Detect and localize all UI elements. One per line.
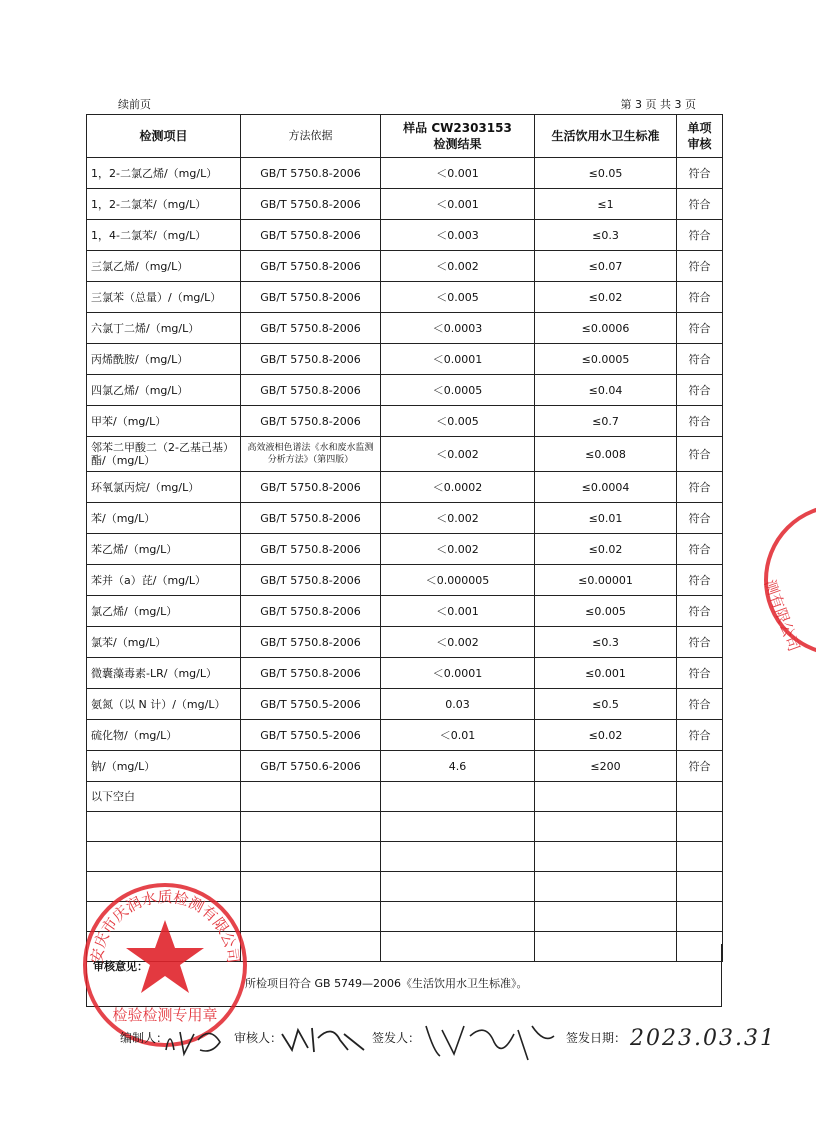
verdict: 符合 — [677, 220, 723, 251]
blank-note: 以下空白 — [87, 782, 241, 812]
test-result: 4.6 — [381, 751, 535, 782]
test-item: 1，2-二氯苯/（mg/L） — [87, 189, 241, 220]
standard-limit: ≤0.0006 — [535, 313, 677, 344]
column-header-item: 检测项目 — [87, 115, 241, 158]
test-method: GB/T 5750.8-2006 — [241, 658, 381, 689]
test-result: ＜0.0003 — [381, 313, 535, 344]
blank-cell — [241, 812, 381, 842]
test-item: 硫化物/（mg/L） — [87, 720, 241, 751]
blank-cell — [677, 842, 723, 872]
test-method: GB/T 5750.8-2006 — [241, 503, 381, 534]
table-row — [87, 220, 723, 251]
test-item: 丙烯酰胺/（mg/L） — [87, 344, 241, 375]
column-header-verdict: 单项 审核 — [677, 115, 723, 158]
test-item: 1，4-二氯苯/（mg/L） — [87, 220, 241, 251]
test-item: 三氯苯（总量）/（mg/L） — [87, 282, 241, 313]
test-method: GB/T 5750.8-2006 — [241, 565, 381, 596]
blank-cell — [381, 902, 535, 932]
page-number: 第 3 页 共 3 页 — [620, 98, 696, 111]
review-label: 审核意见： — [93, 960, 148, 973]
verdict: 符合 — [677, 658, 723, 689]
seal-company-text: 安庆市庆润水质检测有限公司 — [87, 888, 243, 965]
verdict: 符合 — [677, 313, 723, 344]
column-header-standard: 生活饮用水卫生标准 — [535, 115, 677, 158]
test-results-table — [86, 114, 723, 965]
test-result: ＜0.002 — [381, 534, 535, 565]
test-result: ＜0.01 — [381, 720, 535, 751]
verdict: 符合 — [677, 251, 723, 282]
blank-cell — [241, 902, 381, 932]
blank-cell — [381, 872, 535, 902]
table-row — [87, 751, 723, 782]
test-item: 六氯丁二烯/（mg/L） — [87, 313, 241, 344]
date-label: 签发日期： — [566, 1031, 627, 1045]
verdict: 符合 — [677, 627, 723, 658]
test-method: GB/T 5750.8-2006 — [241, 406, 381, 437]
standard-limit: ≤0.008 — [535, 437, 677, 472]
verdict: 符合 — [677, 282, 723, 313]
test-method: GB/T 5750.6-2006 — [241, 751, 381, 782]
test-item: 微囊藻毒素-LR/（mg/L） — [87, 658, 241, 689]
table-row — [87, 406, 723, 437]
table-row — [87, 251, 723, 282]
blank-cell — [241, 842, 381, 872]
test-result: ＜0.0001 — [381, 658, 535, 689]
blank-cell — [677, 872, 723, 902]
table-row — [87, 472, 723, 503]
test-item: 邻苯二甲酸二（2-乙基己基）酯/（mg/L） — [87, 437, 241, 472]
test-method: GB/T 5750.8-2006 — [241, 627, 381, 658]
blank-cell — [535, 902, 677, 932]
issuer-signature — [420, 1016, 560, 1064]
partial-seal-text: 测有限公司 — [760, 577, 804, 654]
issue-date: 2023.03.31 — [630, 1026, 776, 1051]
blank-row — [87, 842, 723, 872]
blank-cell — [535, 842, 677, 872]
verdict: 符合 — [677, 751, 723, 782]
blank-cell — [381, 782, 535, 812]
standard-limit: ≤200 — [535, 751, 677, 782]
verdict: 符合 — [677, 689, 723, 720]
test-item: 三氯乙烯/（mg/L） — [87, 251, 241, 282]
verdict: 符合 — [677, 437, 723, 472]
standard-limit: ≤1 — [535, 189, 677, 220]
blank-cell — [535, 812, 677, 842]
blank-cell — [677, 902, 723, 932]
test-result: ＜0.001 — [381, 596, 535, 627]
test-result: ＜0.000005 — [381, 565, 535, 596]
standard-limit: ≤0.01 — [535, 503, 677, 534]
blank-cell — [535, 782, 677, 812]
standard-limit: ≤0.005 — [535, 596, 677, 627]
test-method: GB/T 5750.8-2006 — [241, 344, 381, 375]
blank-cell — [241, 782, 381, 812]
review-text: 所检项目符合 GB 5749—2006《生活饮用水卫生标准》。 — [245, 977, 528, 990]
verdict: 符合 — [677, 406, 723, 437]
partial-seal — [730, 500, 816, 660]
blank-cell — [241, 872, 381, 902]
issuer-label: 签发人： — [372, 1031, 421, 1045]
blank-row — [87, 782, 723, 812]
test-method: 高效液相色谱法《水和废水监测分析方法》（第四版） — [241, 437, 381, 472]
test-item: 甲苯/（mg/L） — [87, 406, 241, 437]
test-item: 苯/（mg/L） — [87, 503, 241, 534]
test-item: 1，2-二氯乙烯/（mg/L） — [87, 158, 241, 189]
reviewer-signature — [278, 1020, 368, 1060]
verdict: 符合 — [677, 472, 723, 503]
table-row — [87, 720, 723, 751]
standard-limit: ≤0.00001 — [535, 565, 677, 596]
test-result: ＜0.0001 — [381, 344, 535, 375]
test-method: GB/T 5750.5-2006 — [241, 720, 381, 751]
test-result: ＜0.003 — [381, 220, 535, 251]
standard-limit: ≤0.04 — [535, 375, 677, 406]
compiler-signature — [160, 1020, 230, 1060]
table-row — [87, 658, 723, 689]
standard-limit: ≤0.001 — [535, 658, 677, 689]
test-item: 氯乙烯/（mg/L） — [87, 596, 241, 627]
standard-limit: ≤0.02 — [535, 534, 677, 565]
table-row — [87, 437, 723, 472]
page-header — [118, 96, 696, 114]
standard-limit: ≤0.02 — [535, 282, 677, 313]
test-result: ＜0.001 — [381, 189, 535, 220]
test-item: 氨氮（以 N 计）/（mg/L） — [87, 689, 241, 720]
table-row — [87, 565, 723, 596]
table-row — [87, 344, 723, 375]
standard-limit: ≤0.07 — [535, 251, 677, 282]
blank-cell — [677, 782, 723, 812]
test-method: GB/T 5750.8-2006 — [241, 313, 381, 344]
test-method: GB/T 5750.8-2006 — [241, 472, 381, 503]
table-row — [87, 534, 723, 565]
verdict: 符合 — [677, 189, 723, 220]
test-item: 苯并（a）芘/（mg/L） — [87, 565, 241, 596]
blank-row — [87, 812, 723, 842]
verdict: 符合 — [677, 534, 723, 565]
table-row — [87, 313, 723, 344]
standard-limit: ≤0.5 — [535, 689, 677, 720]
standard-limit: ≤0.3 — [535, 220, 677, 251]
verdict: 符合 — [677, 344, 723, 375]
test-method: GB/T 5750.8-2006 — [241, 220, 381, 251]
table-row — [87, 375, 723, 406]
column-header-result: 样品 CW2303153 检测结果 — [381, 115, 535, 158]
verdict: 符合 — [677, 596, 723, 627]
verdict: 符合 — [677, 375, 723, 406]
blank-cell — [535, 872, 677, 902]
test-method: GB/T 5750.8-2006 — [241, 375, 381, 406]
table-row — [87, 503, 723, 534]
standard-limit: ≤0.3 — [535, 627, 677, 658]
table-row — [87, 596, 723, 627]
test-result: ＜0.005 — [381, 282, 535, 313]
test-item: 苯乙烯/（mg/L） — [87, 534, 241, 565]
test-result: ＜0.005 — [381, 406, 535, 437]
test-result: ＜0.0005 — [381, 375, 535, 406]
test-result: ＜0.002 — [381, 503, 535, 534]
table-row — [87, 282, 723, 313]
test-result: ＜0.0002 — [381, 472, 535, 503]
test-result: ＜0.002 — [381, 251, 535, 282]
table-row — [87, 158, 723, 189]
test-method: GB/T 5750.8-2006 — [241, 189, 381, 220]
continued-label: 续前页 — [118, 98, 151, 111]
test-method: GB/T 5750.8-2006 — [241, 596, 381, 627]
test-method: GB/T 5750.5-2006 — [241, 689, 381, 720]
standard-limit: ≤0.02 — [535, 720, 677, 751]
table-header-row — [87, 115, 723, 158]
blank-cell — [87, 842, 241, 872]
test-item: 钠/（mg/L） — [87, 751, 241, 782]
standard-limit: ≤0.7 — [535, 406, 677, 437]
blank-cell — [381, 842, 535, 872]
standard-limit: ≤0.0004 — [535, 472, 677, 503]
test-method: GB/T 5750.8-2006 — [241, 534, 381, 565]
compiler-label: 编制人： — [120, 1031, 169, 1045]
standard-limit: ≤0.05 — [535, 158, 677, 189]
test-method: GB/T 5750.8-2006 — [241, 282, 381, 313]
verdict: 符合 — [677, 565, 723, 596]
reviewer-label: 审核人： — [234, 1031, 283, 1045]
verdict: 符合 — [677, 503, 723, 534]
blank-cell — [677, 812, 723, 842]
test-result: ＜0.002 — [381, 437, 535, 472]
test-result: ＜0.001 — [381, 158, 535, 189]
standard-limit: ≤0.0005 — [535, 344, 677, 375]
table-row — [87, 189, 723, 220]
verdict: 符合 — [677, 158, 723, 189]
blank-cell — [381, 812, 535, 842]
table-row — [87, 627, 723, 658]
test-method: GB/T 5750.8-2006 — [241, 158, 381, 189]
table-row — [87, 689, 723, 720]
test-item: 氯苯/（mg/L） — [87, 627, 241, 658]
test-result: 0.03 — [381, 689, 535, 720]
verdict: 符合 — [677, 720, 723, 751]
test-method: GB/T 5750.8-2006 — [241, 251, 381, 282]
test-item: 四氯乙烯/（mg/L） — [87, 375, 241, 406]
blank-cell — [87, 812, 241, 842]
test-result: ＜0.002 — [381, 627, 535, 658]
seal-sub-text: 检验检测专用章 — [112, 1006, 218, 1024]
column-header-method: 方法依据 — [241, 115, 381, 158]
signature-row — [0, 1020, 816, 1080]
test-item: 环氧氯丙烷/（mg/L） — [87, 472, 241, 503]
